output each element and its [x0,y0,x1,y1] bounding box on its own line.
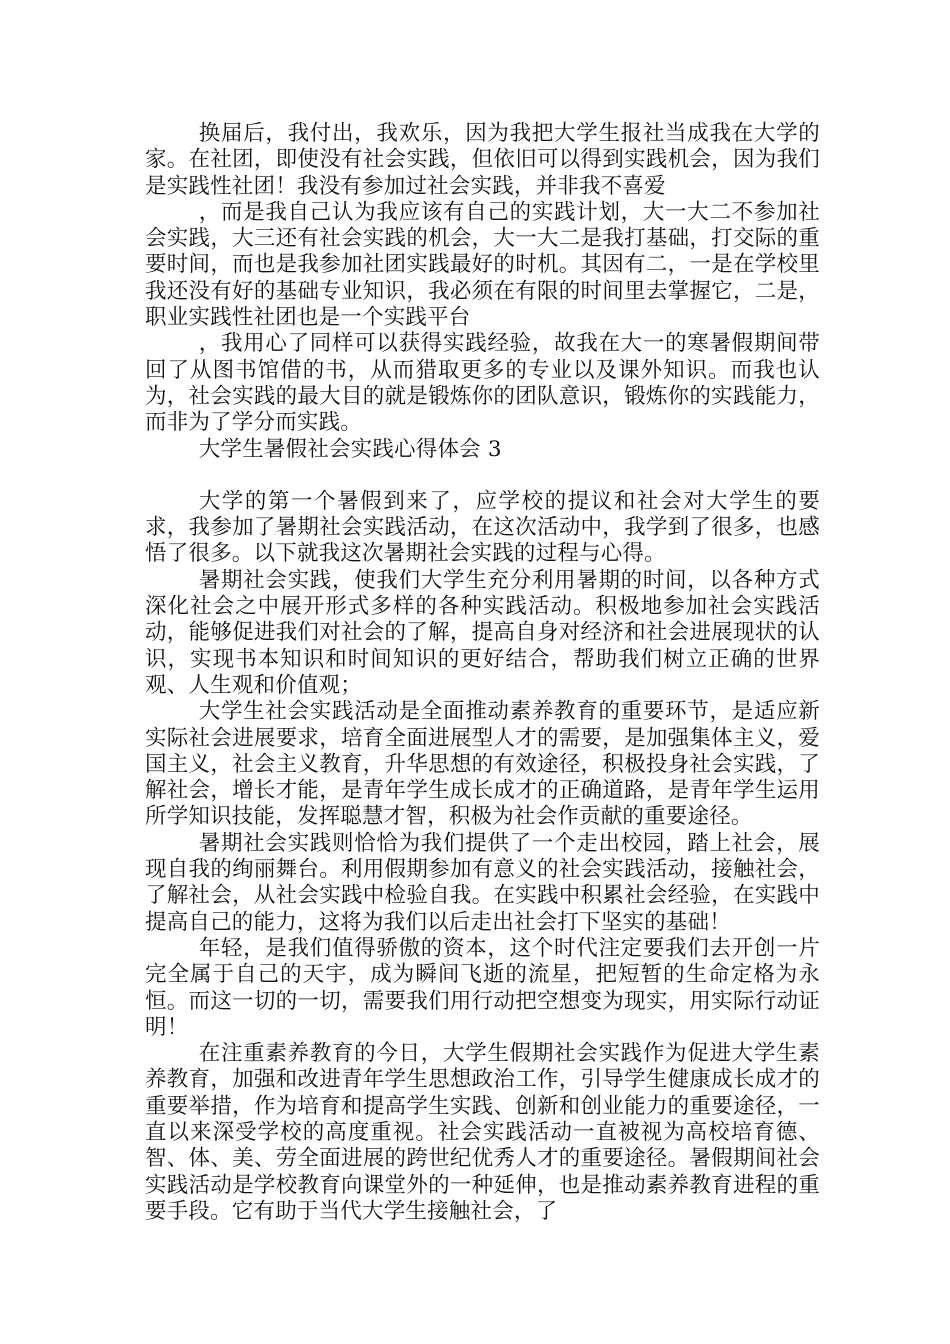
paragraph-8: 年轻，是我们值得骄傲的资本，这个时代注定要我们去开创一片完全属于自己的天宇，成为瞬间飞逝的流星，把短暂的生命定格为永恒。而这一切的一切，需要我们用行动把空想变为现实，用实际行动证明！ [145,935,820,1040]
section-title: 大学生暑假社会实践心得体会 3 [198,436,502,462]
section-spacer [145,463,820,489]
paragraph-1: 换届后，我付出，我欢乐，因为我把大学生报社当成我在大学的家。在社团，即使没有社会实践，但依旧可以得到实践机会，因为我们是实践性社团！我没有参加过社会实践，并非我不喜爱 [145,121,820,199]
document-body [145,121,820,1225]
paragraph-3: ，我用心了同样可以获得实践经验，故我在大一的寒暑假期间带回了从图书馆借的书，从而猎取更多的专业以及课外知识。而我也认为，社会实践的最大目的就是锻炼你的团队意识，锻炼你的实践能力，而非为了学分而实践。 [145,331,820,436]
paragraph-5: 暑期社会实践，使我们大学生充分利用暑期的时间，以各种方式深化社会之中展开形式多样的各种实践活动。积极地参加社会实践活动，能够促进我们对社会的了解，提高自身对经济和社会进展现状的认识，实现书本知识和时间知识的更好结合，帮助我们树立正确的世界观、人生观和价值观； [145,567,820,698]
paragraph-6: 大学生社会实践活动是全面推动素养教育的重要环节，是适应新实际社会进展要求，培育全面进展型人才的需要，是加强集体主义，爱国主义，社会主义教育，升华思想的有效途径，积极投身社会实践，了解社会，增长才能，是青年学生成长成才的正确道路，是青年学生运用所学知识技能，发挥聪慧才智，积极为社会作贡献的重要途径。 [145,699,820,830]
paragraph-4: 大学的第一个暑假到来了，应学校的提议和社会对大学生的要求，我参加了暑期社会实践活动，在这次活动中，我学到了很多，也感悟了很多。以下就我这次暑期社会实践的过程与心得。 [145,488,820,567]
paragraph-9: 在注重素养教育的今日，大学生假期社会实践作为促进大学生素养教育，加强和改进青年学生思想政治工作，引导学生健康成长成才的重要举措，作为培育和提高学生实践、创新和创业能力的重要途径，一直以来深受学校的高度重视。社会实践活动一直被视为高校培育德、智、体、美、劳全面进展的跨世纪优秀人才的重要途径。暑假期间社会实践活动是学校教育向课堂外的一种延伸，也是推动素养教育进程的重要手段。它有助于当代大学生接触社会，了 [145,1041,820,1224]
paragraph-2: ，而是我自己认为我应该有自己的实践计划，大一大二不参加社会实践，大三还有社会实践的机会，大一大二是我打基础，打交际的重要时间，而也是我参加社团实践最好的时机。其因有二，一是在学校里我还没有好的基础专业知识，我必须在有限的时间里去掌握它，二是，职业实践性社团也是一个实践平台 [145,199,820,331]
paragraph-7: 暑期社会实践则恰恰为我们提供了一个走出校园，踏上社会，展现自我的绚丽舞台。利用假期参加有意义的社会实践活动，接触社会，了解社会，从社会实践中检验自我。在实践中积累社会经验，在实践中提高自己的能力，这将为我们以后走出社会打下坚实的基础！ [145,830,820,935]
